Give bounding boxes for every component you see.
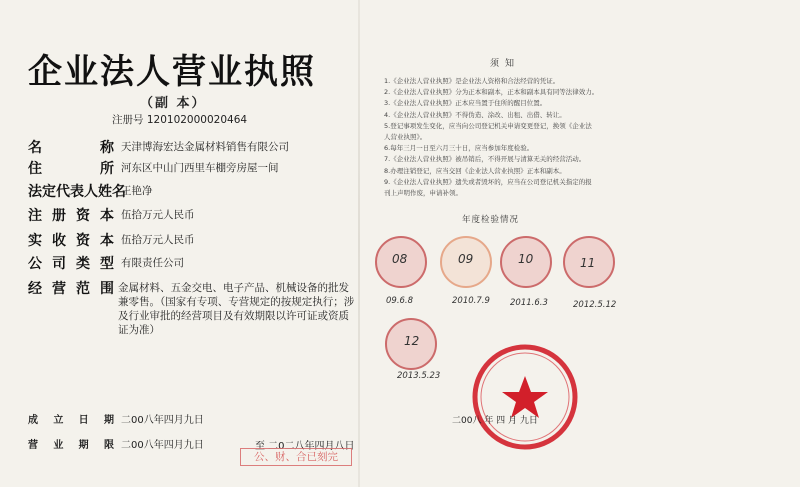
field-value: 天津博海宏达金属材料销售有限公司	[121, 141, 289, 153]
center-fold	[358, 0, 360, 487]
field-name	[28, 137, 358, 157]
date-value: 二00八年四月九日	[121, 440, 204, 451]
notice-item: 9.《企业法人营业执照》遗失或者毁坏的，应当在公司登记机关指定的报	[384, 177, 592, 186]
field-registered-capital	[28, 205, 358, 225]
notice-item: 1.《企业法人营业执照》是企业法人资格和合法经营的凭证。	[384, 77, 560, 85]
notice-item: 8.办理注销登记，应当交回《企业法人营业执照》正本和副本。	[384, 166, 566, 175]
field-paid-capital	[28, 230, 358, 250]
field-company-type	[28, 253, 358, 273]
business-scope-text: 金属材料、五金交电、电子产品、机械设备的批发兼零售。（国家有专项、专营规定的按规定执行；涉及行业审批的经营项目及有效期限以许可证或资质证为准）	[118, 282, 355, 336]
field-label: 注 册 资 本	[28, 208, 114, 224]
annual-mark-signature: 2011.6.3	[510, 298, 548, 308]
annual-mark-number: 12	[404, 334, 420, 348]
notice-item: 4.《企业法人营业执照》不得伪造、涂改、出租、出借、转让。	[384, 110, 566, 119]
field-value: 伍拾万元人民币	[121, 234, 195, 246]
annual-mark-number: 11	[580, 256, 596, 270]
reg-value: 120102000020464	[146, 114, 248, 126]
notice-item: 人营业执照》。	[384, 133, 427, 142]
field-address	[28, 158, 358, 178]
annual-mark-signature: 2013.5.23	[397, 371, 441, 381]
notice-item: 2.《企业法人营业执照》分为正本和副本，正本和副本具有同等法律效力。	[384, 88, 599, 97]
field-value: 河东区中山门西里车棚旁房屋一间	[121, 162, 279, 174]
annual-inspection-title: 年度检验情况	[462, 215, 520, 225]
field-label: 公 司 类 型	[28, 256, 114, 272]
notice-item: 6.每年三月一日至六月三十日，应当参加年度检验。	[384, 144, 534, 153]
annual-mark-signature: 09.6.8	[386, 296, 414, 306]
annual-mark-number: 08	[392, 252, 408, 266]
field-label: 实 收 资 本	[28, 233, 114, 249]
license-title: 企业法人营业执照	[28, 52, 316, 92]
official-seal-icon	[470, 342, 580, 452]
date-label: 营 业 期 限	[28, 440, 114, 451]
annual-mark-number: 10	[518, 252, 534, 266]
annual-mark-signature: 2010.7.9	[452, 296, 490, 306]
notice-item: 3.《企业法人营业执照》正本应当置于住所的醒目位置。	[384, 99, 547, 108]
field-value: 王艳净	[121, 185, 153, 197]
registration-number	[112, 112, 247, 127]
annual-mark-signature: 2012.5.12	[573, 300, 617, 310]
notice-item: 刊上声明作废，申请补领。	[384, 189, 462, 198]
date-label: 成 立 日 期	[28, 415, 114, 426]
field-label: 经 营 范 围	[28, 281, 114, 297]
reg-label: 注册号	[112, 114, 144, 126]
field-label: 法定代表人姓名	[28, 184, 126, 200]
date-value: 二00八年四月九日	[121, 415, 204, 426]
term-end-date: 至 二0二八年四月八日	[255, 441, 355, 452]
field-label: 名 称	[28, 140, 114, 156]
engraved-stamp-note: 公、财、合已刻完	[240, 448, 352, 466]
notice-item: 5.登记事项发生变化，应当向公司登记机关申请变更登记，换领《企业法	[384, 121, 592, 130]
issue-date: 二00八 年 四 月 九日	[452, 416, 538, 426]
field-label: 住 所	[28, 161, 114, 177]
notice-title: 须知	[490, 59, 521, 69]
field-legal-rep	[28, 181, 358, 201]
field-value: 伍拾万元人民币	[121, 209, 195, 221]
field-value: 有限责任公司	[121, 257, 184, 269]
notice-list	[384, 76, 784, 199]
annual-mark-number: 09	[458, 252, 474, 266]
copy-subtitle: （副 本）	[140, 96, 207, 111]
notice-item: 7.《企业法人营业执照》被吊销后，不得开展与清算无关的经营活动。	[384, 155, 586, 164]
